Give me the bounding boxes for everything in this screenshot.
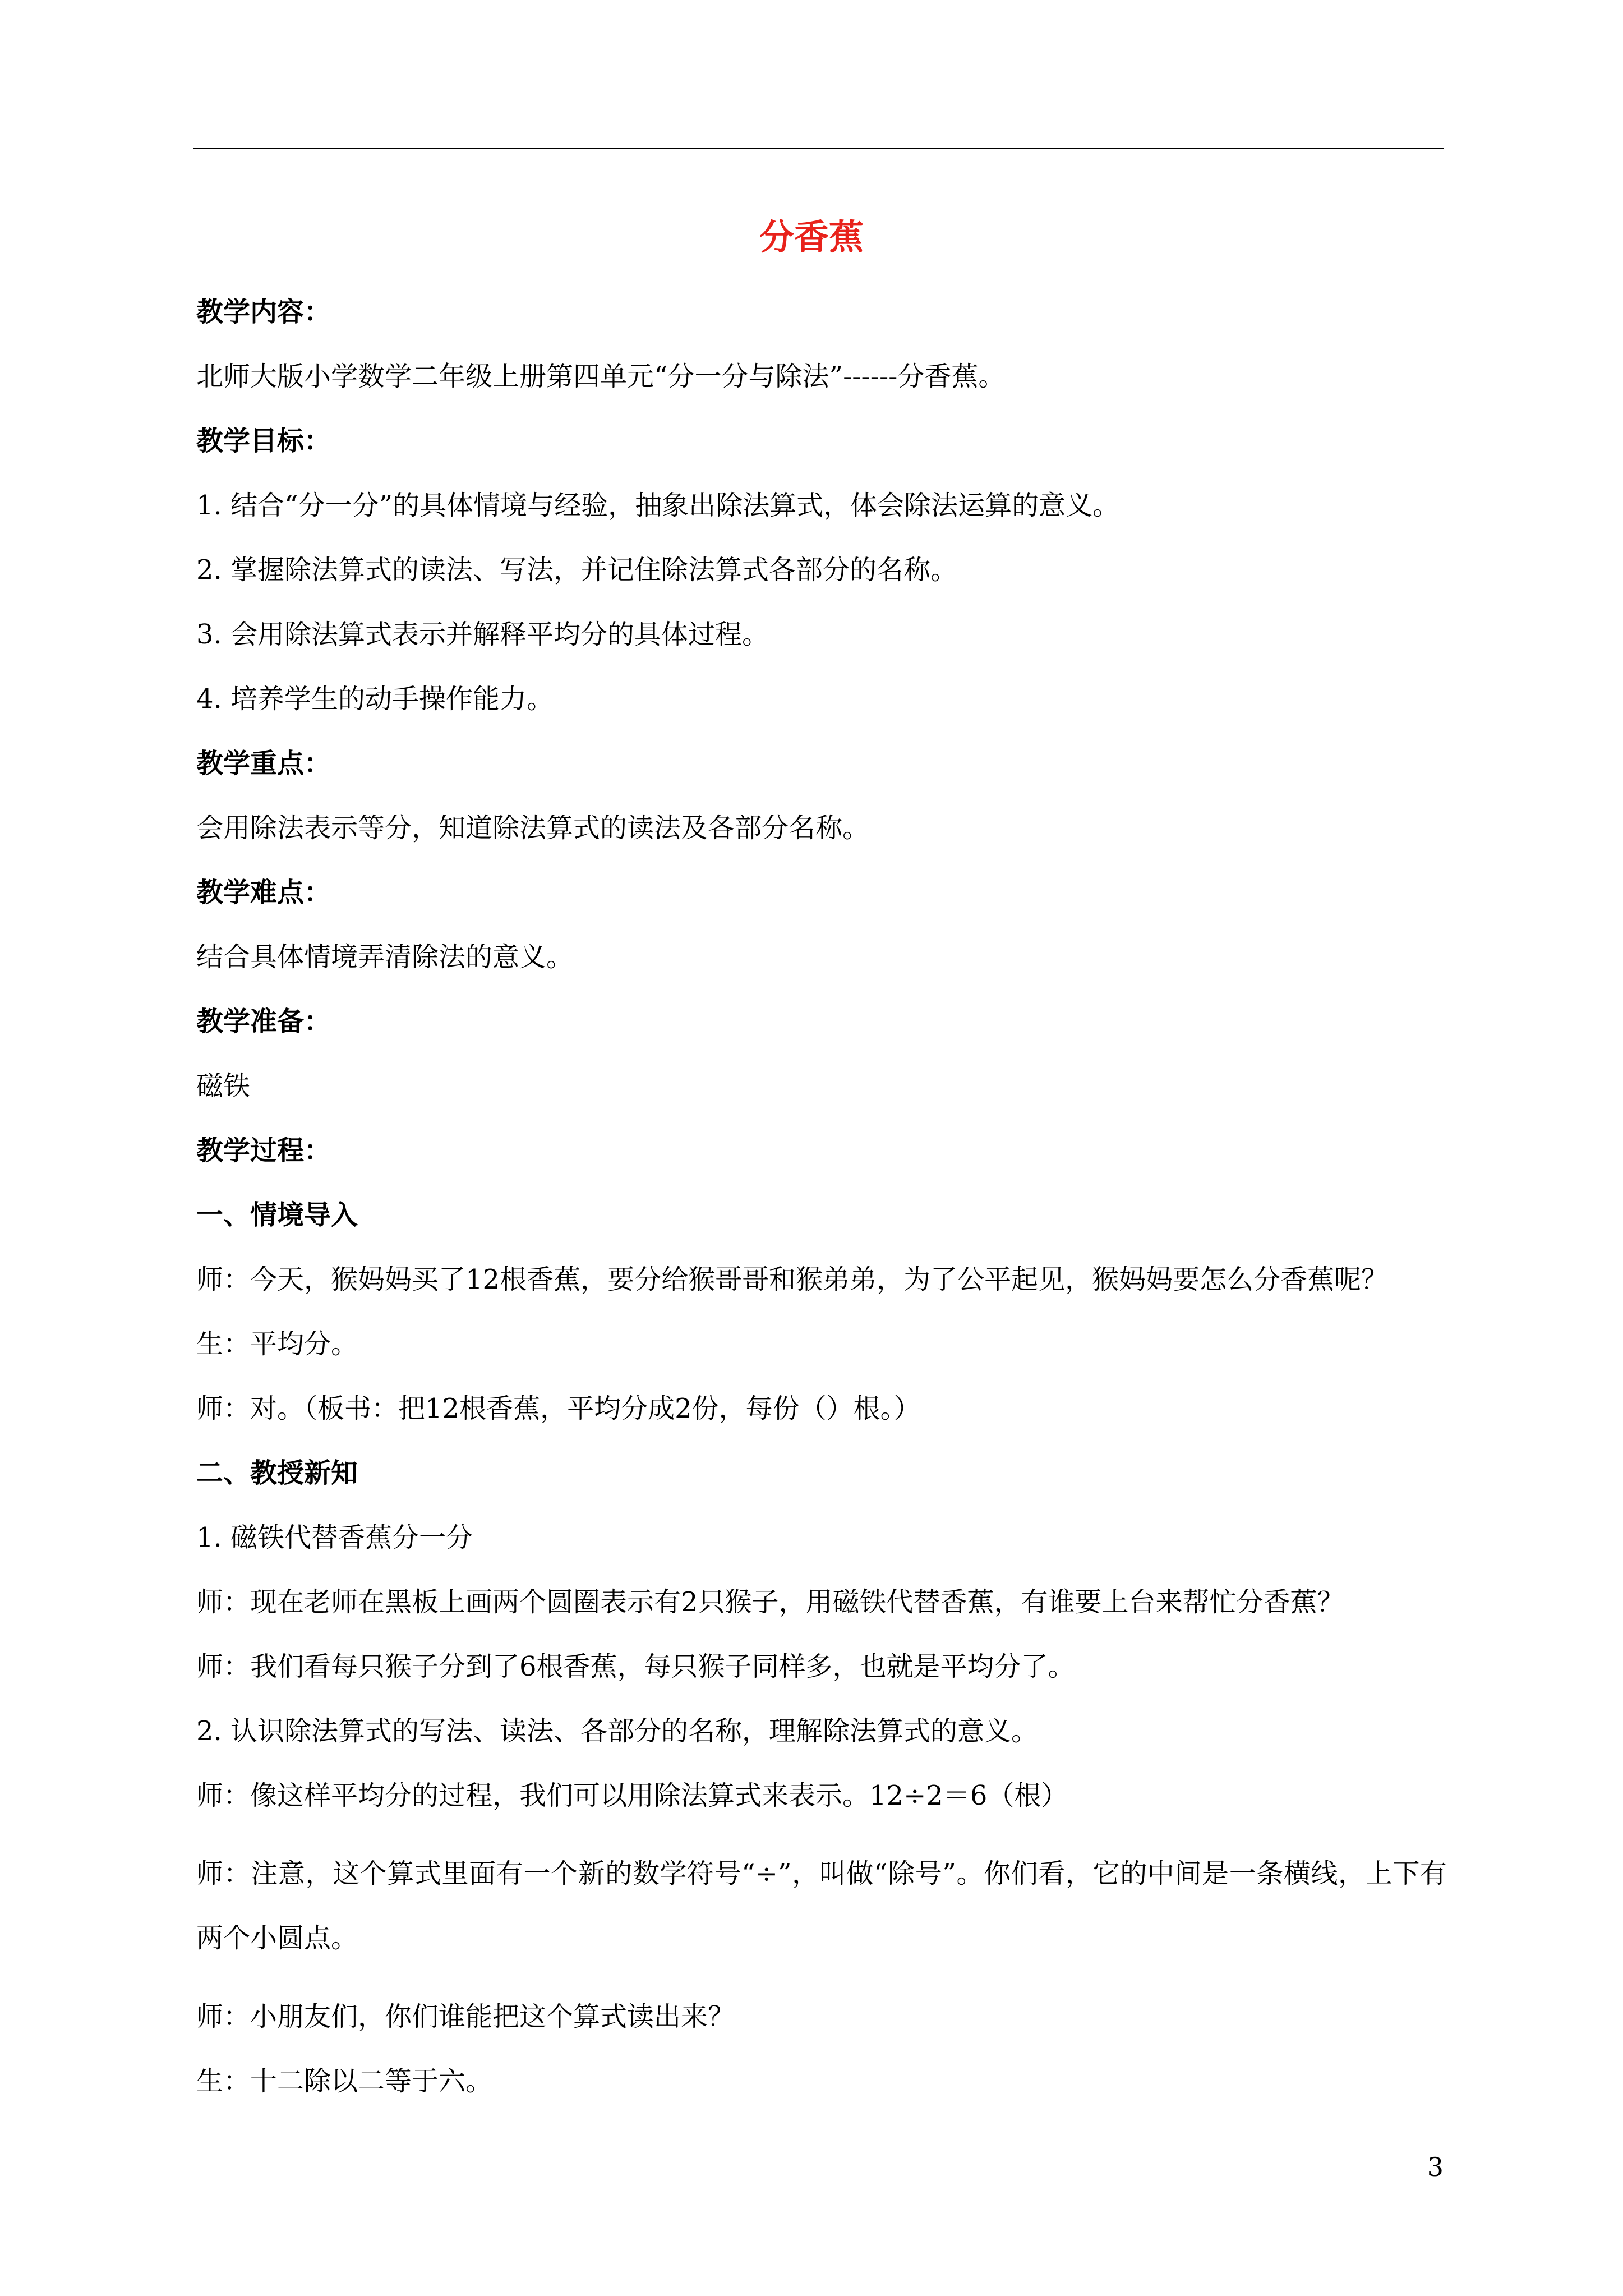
body-line: 师：像这样平均分的过程，我们可以用除法算式来表示。12÷2＝6（根） — [196, 1780, 1068, 1811]
body-line: 师：我们看每只猴子分到了6根香蕉，每只猴子同样多，也就是平均分了。 — [196, 1651, 1075, 1682]
section-heading: 教学准备： — [196, 1006, 331, 1037]
body-line: 师：现在老师在黑板上画两个圆圈表示有2只猴子，用磁铁代替香蕉，有谁要上台来帮忙分香蕉？ — [196, 1586, 1344, 1618]
section-heading: 教学内容： — [196, 296, 331, 328]
body-line: 结合具体情境弄清除法的意义。 — [196, 941, 574, 973]
body-line: 2. 掌握除法算式的读法、写法，并记住除法算式各部分的名称。 — [196, 554, 958, 586]
section-heading: 二、教授新知 — [196, 1457, 358, 1489]
body-line: 北师大版小学数学二年级上册第四单元“分一分与除法”------分香蕉。 — [196, 361, 1006, 392]
body-line: 师：小朋友们，你们谁能把这个算式读出来？ — [196, 2001, 735, 2032]
section-heading: 教学过程： — [196, 1135, 331, 1166]
body-line: 师：今天，猴妈妈买了12根香蕉，要分给猴哥哥和猴弟弟，为了公平起见，猴妈妈要怎么分香蕉呢？ — [196, 1264, 1389, 1295]
section-heading: 教学目标： — [196, 425, 331, 457]
section-heading: 教学重点： — [196, 748, 331, 779]
section-heading: 教学难点： — [196, 877, 331, 908]
document-title: 分香蕉 — [759, 217, 864, 257]
body-line: 磁铁 — [196, 1070, 251, 1102]
body-line: 会用除法表示等分，知道除法算式的读法及各部分名称。 — [196, 812, 870, 844]
body-line: 师：对。（板书：把12根香蕉，平均分成2份，每份（）根。） — [196, 1393, 921, 1424]
body-line: 1. 磁铁代替香蕉分一分 — [196, 1522, 473, 1553]
body-line: 2. 认识除法算式的写法、读法、各部分的名称，理解除法算式的意义。 — [196, 1715, 1039, 1747]
header-rule — [193, 148, 1444, 149]
body-line: 生：十二除以二等于六。 — [196, 2065, 493, 2097]
body-line: 1. 结合“分一分”的具体情境与经验，抽象出除法算式，体会除法运算的意义。 — [196, 490, 1120, 521]
body-line: 师：注意，这个算式里面有一个新的数学符号“÷”，叫做“除号”。你们看，它的中间是一条横线，上下有两个小圆点。 — [196, 1858, 1447, 1954]
document-body — [196, 293, 1447, 2127]
section-heading: 一、情境导入 — [196, 1199, 358, 1231]
body-line: 4. 培养学生的动手操作能力。 — [196, 683, 554, 715]
body-line: 3. 会用除法算式表示并解释平均分的具体过程。 — [196, 619, 769, 650]
page-number: 3 — [1427, 2152, 1444, 2182]
body-line: 生：平均分。 — [196, 1328, 358, 1360]
